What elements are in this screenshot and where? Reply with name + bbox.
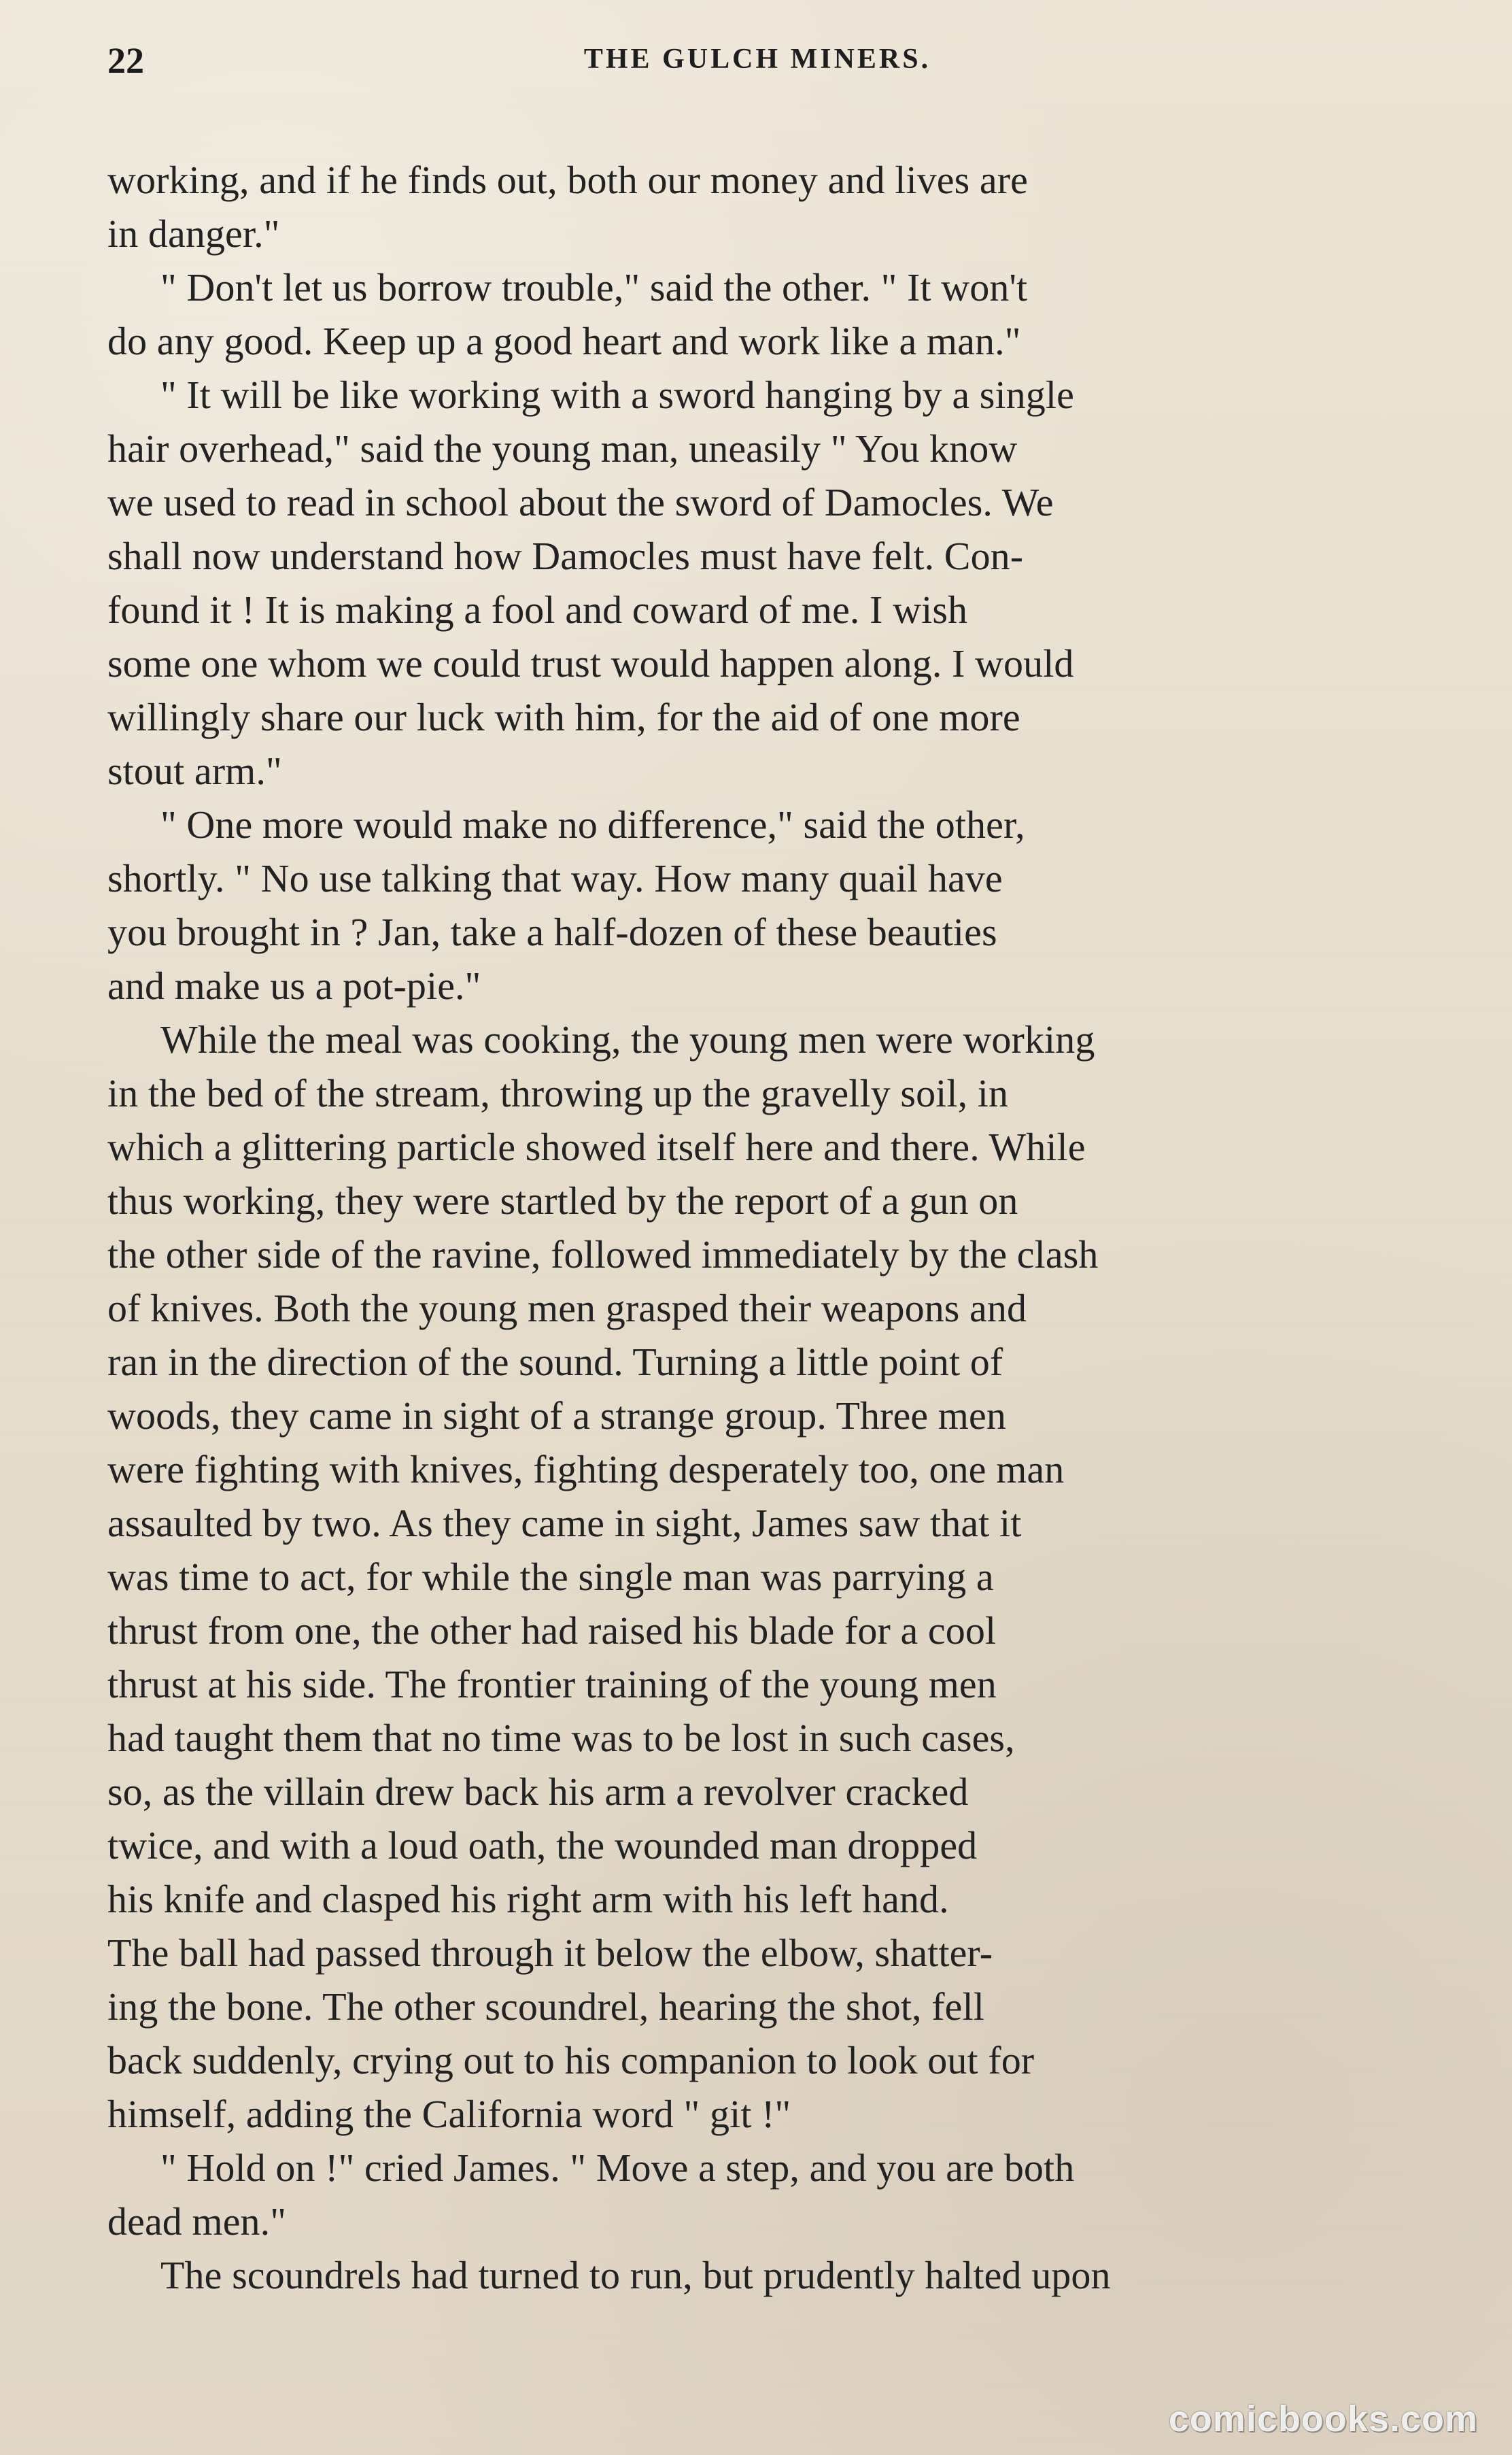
text-line-23: ran in the direction of the sound. Turning a little point of [107,1340,1003,1384]
text-line-25: were fighting with knives, fighting desperately too, one man [107,1447,1065,1491]
text-line-32: twice, and with a loud oath, the wounded man dropped [107,1823,978,1867]
text-line-11: willingly share our luck with him, for the aid of one more [107,695,1020,739]
running-head-title: THE GULCH MINERS. [583,44,931,75]
text-line-24: woods, they came in sight of a strange group. Three men [107,1393,1006,1438]
text-line-39: dead men." [107,2199,287,2244]
text-line-36: back suddenly, crying out to his companion to look out for [107,2038,1035,2082]
text-line-14: shortly. " No use talking that way. How many quail have [107,856,1003,900]
text-line-17: While the meal was cooking, the young men were working [160,1017,1095,1062]
page-header [107,42,1407,90]
text-line-35: ing the bone. The other scoundrel, hearing the shot, fell [107,1984,984,2029]
text-line-6: hair overhead," said the young man, uneasily " You know [107,426,1018,471]
text-line-31: so, as the villain drew back his arm a revolver cracked [107,1770,969,1814]
text-line-18: in the bed of the stream, throwing up the gravelly soil, in [107,1071,1009,1115]
page-number: 22 [107,40,144,81]
text-line-28: thrust from one, the other had raised his blade for a cool [107,1608,997,1653]
text-line-9: found it ! It is making a fool and coward of me. I wish [107,588,968,632]
text-line-15: you brought in ? Jan, take a half-dozen of these beauties [107,910,997,954]
text-line-19: which a glittering particle showed itself here and there. While [107,1125,1086,1169]
text-line-21: the other side of the ravine, followed immediately by the clash [107,1232,1099,1276]
text-line-37: himself, adding the California word " git !" [107,2092,791,2136]
text-line-30: had taught them that no time was to be lost in such cases, [107,1716,1015,1760]
text-line-34: The ball had passed through it below the elbow, shatter- [107,1931,993,1975]
text-line-27: was time to act, for while the single man was parrying a [107,1555,994,1599]
text-line-3: " Don't let us borrow trouble," said the other. " It won't [160,265,1028,309]
text-line-12: stout arm." [107,749,282,793]
text-line-20: thus working, they were startled by the report of a gun on [107,1179,1018,1223]
text-line-38: " Hold on !" cried James. " Move a step, and you are both [160,2146,1075,2190]
text-line-26: assaulted by two. As they came in sight, James saw that it [107,1501,1022,1545]
body-text-column [107,153,1409,2336]
text-line-13: " One more would make no difference," said the other, [160,802,1025,847]
text-line-1: working, and if he finds out, both our money and lives are [107,158,1029,202]
text-line-7: we used to read in school about the sword of Damocles. We [107,480,1054,524]
text-line-22: of knives. Both the young men grasped their weapons and [107,1286,1027,1330]
text-line-33: his knife and clasped his right arm with his left hand. [107,1877,949,1921]
text-line-4: do any good. Keep up a good heart and work like a man." [107,319,1021,363]
text-line-40: The scoundrels had turned to run, but prudently halted upon [160,2253,1111,2297]
text-line-5: " It will be like working with a sword hanging by a single [160,373,1074,417]
text-line-16: and make us a pot-pie." [107,964,481,1008]
text-line-10: some one whom we could trust would happen along. I would [107,641,1074,685]
text-line-8: shall now understand how Damocles must have felt. Con- [107,534,1024,578]
site-watermark: comicbooks.com [1168,2399,1478,2439]
text-line-2: in danger." [107,211,280,256]
text-line-29: thrust at his side. The frontier training of the young men [107,1662,997,1706]
